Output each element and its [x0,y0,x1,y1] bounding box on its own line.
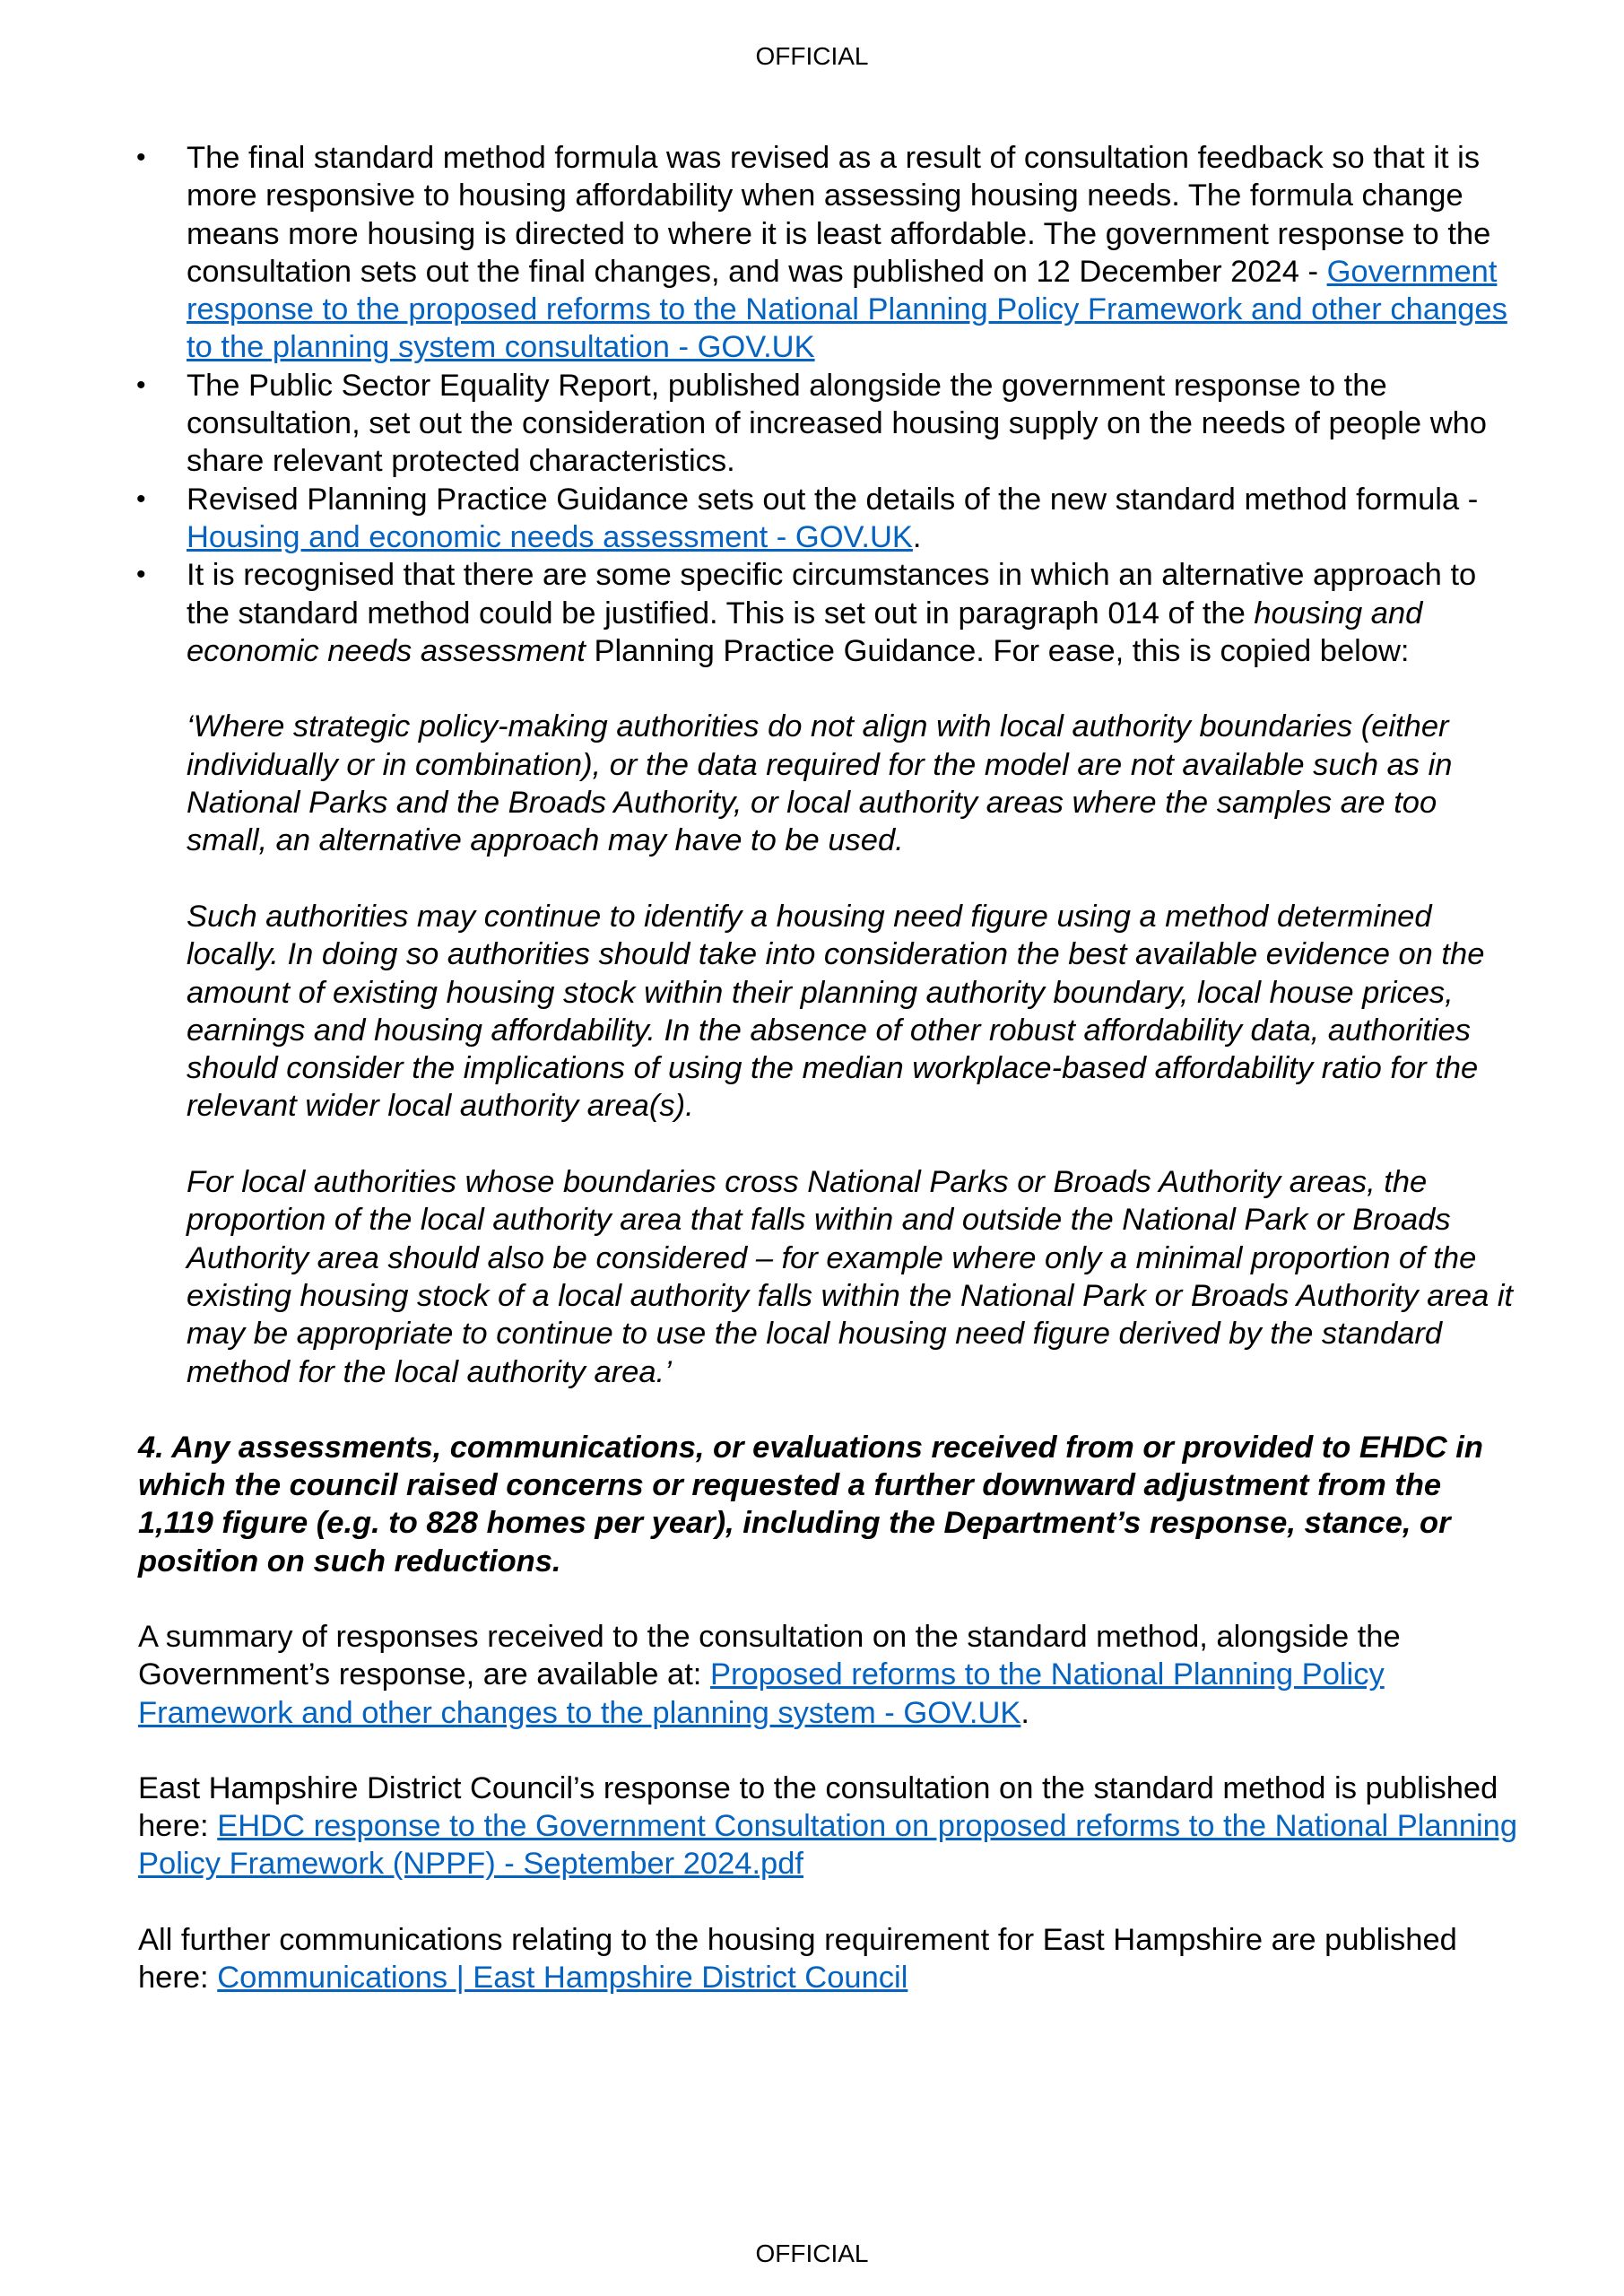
quote-paragraph: For local authorities whose boundaries cross National Parks or Broads Authority areas, the proportion of the local authority area that falls within and outside the National Park or Broads Authority area should also be considered – for example where only a minimal proportion of the existing housing stock of a local authority falls within the National Park or Broads Authority area it may be appropriate to continue to use the local housing need figure derived by the standard method for the local authority area.’ [187,1165,1514,1389]
security-marking-top: OFFICIAL [755,42,869,70]
section-4-heading: 4. Any assessments, communications, or evaluations received from or provided to EHDC in which the council raised concerns or requested a further downward adjustment from the 1,119 figure (e.g. to 828 homes per year), including the Department’s response, stance, or position on such reductions. [138,1430,1483,1578]
paragraph-text: East Hampshire District Council’s response to the consultation on the standard method is published here: [138,1770,1498,1844]
guidance-title-italic: housing and economic needs assessment [187,596,1423,668]
list-item [138,481,1519,557]
bullet-text: Revised Planning Practice Guidance sets out the details of the new standard method formula - [187,482,1479,517]
list-item [138,556,1519,1391]
bullet-icon: • [136,483,146,514]
quote-paragraph: Such authorities may continue to identify a housing need figure using a method determined locally. In doing so authorities should take into consideration the best available evidence on the amount of existing housing stock within their planning authority boundary, local house prices, earnings and housing affordability. In the absence of other robust affordability data, authorities should consider the implications of using the median workplace-based affordability ratio for the relevant wider local authority area(s). [187,899,1485,1124]
gov-response-link[interactable]: Government response to the proposed reforms to the National Planning Policy Framework and other changes to the planning system consultation - GOV.UK [187,254,1507,365]
list-item [138,367,1519,481]
security-marking-bottom: OFFICIAL [755,2239,869,2267]
proposed-reforms-link[interactable]: Proposed reforms to the National Planning Policy Framework and other changes to the planning system - GOV.UK [138,1657,1385,1730]
bullet-icon: • [136,560,146,590]
bullet-icon: • [136,143,146,172]
bullet-icon: • [136,370,146,400]
housing-needs-assessment-link[interactable]: Housing and economic needs assessment - GOV.UK [187,519,913,554]
bullet-text-end: . [912,519,922,554]
bullet-list [138,139,1519,1391]
bullet-text: It is recognised that there are some specific circumstances in which an alternative approach to the standard method could be justified. This is set out in paragraph 014 of the [187,558,1477,631]
paragraph-text-end: . [1020,1695,1029,1730]
ehdc-response-paragraph [138,1770,1519,1883]
communications-link[interactable]: Communications | East Hampshire District Council [217,1961,908,1996]
bullet-text: The Public Sector Equality Report, published alongside the government response to the consultation, set out the consideration of increased housing supply on the needs of people who share relevant protected characteristics. [187,368,1487,479]
quote-paragraph: ‘Where strategic policy-making authorities do not align with local authority boundaries (either individually or in combination), or the data required for the model are not available such as in National Parks and the Broads Authority, or local authority areas where the samples are too small, an alternative approach may have to be used. [187,709,1453,858]
paragraph-text: A summary of responses received to the consultation on the standard method, alongside the Government’s response, are available at: [138,1619,1401,1692]
quoted-guidance [187,708,1519,1390]
communications-paragraph [138,1921,1519,1997]
responses-paragraph [138,1618,1519,1732]
ehdc-response-pdf-link[interactable]: EHDC response to the Government Consultation on proposed reforms to the National Planning Policy Framework (NPPF) - September 2024.pdf [138,1809,1518,1882]
paragraph-text: All further communications relating to the housing requirement for East Hampshire are published here: [138,1922,1457,1996]
document-body [138,139,1519,1996]
bullet-text: The final standard method formula was revised as a result of consultation feedback so that it is more responsive to housing affordability when assessing housing needs. The formula change means more housing is directed to where it is least affordable. The government response to the consultation sets out the final changes, and was published on 12 December 2024 - [187,141,1491,289]
list-item [138,139,1519,367]
bullet-text-end: Planning Practice Guidance. For ease, this is copied below: [585,633,1410,668]
